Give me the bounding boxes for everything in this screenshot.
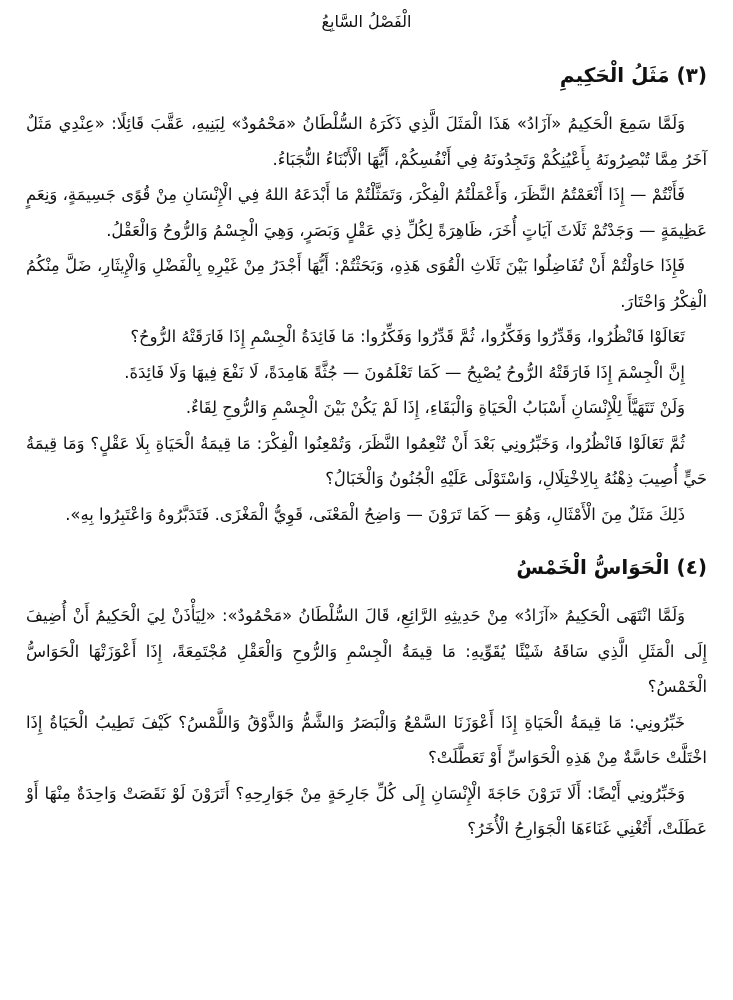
paragraph: فَإِذَا حَاوَلْتُمْ أَنْ تُفَاضِلُوا بَيْنَ ثَلَاثِ الْقُوَى هَذِهِ، وَبَحَثْتُمْ: أَيُّهَا أَجْدَرُ مِنْ غَيْرِهِ بِالْفَضْلِ وَالْإِيثَارِ، ضَلَّ مِنْكُمُ الْفِكْرُ وَاحْتَارَ. [26, 256, 707, 311]
paragraph: وَخَبِّرُونِي أَيْضًا: أَلَا تَرَوْنَ حَاجَةَ الْإِنْسَانِ إِلَى كُلِّ جَارِحَةٍ مِنْ جَوَارِحِهِ؟ أَتَرَوْنَ لَوْ نَقَصَتْ وَاحِدَةٌ مِنْهَا أَوْ عَطَلَتْ، أَتُغْنِي غَنَاءَهَا الْجَوَارِحُ الْأُخَرُ؟ [26, 783, 707, 838]
paragraph: ثُمَّ تَعَالَوْا فَانْظُرُوا، وَخَبِّرُونِي بَعْدَ أَنْ تُنْعِمُوا النَّظَرَ، وَتُمْعِنُوا الْفِكْرَ: مَا قِيمَةُ الْحَيَاةِ بِلَا عَقْلٍ؟ وَمَا قِيمَةُ حَيٍّ أُصِيبَ ذِهْنُهُ بِالِاخْتِلَالِ، وَاسْتَوْلَى عَلَيْهِ الْجُنُونُ وَالْخَبَالُ؟ [26, 433, 707, 488]
paragraph: تَعَالَوْا فَانْظُرُوا، وَقَدِّرُوا وَفَكِّرُوا، ثُمَّ قَدِّرُوا وَفَكِّرُوا: مَا فَائِدَةُ الْجِسْمِ إِذَا فَارَقَتْهُ الرُّوحُ؟ [130, 327, 685, 346]
paragraph: ذَلِكَ مَثَلٌ مِنَ الْأَمْثَالِ، وَهُوَ — كَمَا تَرَوْنَ — وَاضِحُ الْمَعْنَى، قَوِيُّ الْمَغْزَى. فَتَدَبَّرُوهُ وَاعْتَبِرُوا بِهِ». [65, 504, 685, 524]
paragraph: وَلَمَّا انْتَهَى الْحَكِيمُ «آزَادُ» مِنْ حَدِيثِهِ الرَّائِعِ، قَالَ السُّلْطَانُ «مَحْمُودٌ»: «لِيَأْذَنْ لِيَ الْحَكِيمُ أَنْ أُضِيفَ إِلَى الْمَثَلِ الَّذِي سَاقَهُ شَيْئًا يُقَوِّيهِ: مَا قِيمَةُ الْجِسْمِ وَالرُّوحِ وَالْعَقْلِ مُجْتَمِعَةً، إِذَا أَعْوَزَتْهَا الْحَوَاسُّ الْخَمْسُ؟ [26, 606, 707, 696]
section-heading: (٤) الْحَوَاسُّ الْخَمْسُ [516, 555, 707, 579]
paragraph: وَلَمَّا سَمِعَ الْحَكِيمُ «آزَادُ» هَذَا الْمَثَلَ الَّذِي ذَكَرَهُ السُّلْطَانُ «مَحْمُودٌ» لِبَنِيهِ، عَقَّبَ قَائِلًا: «عِنْدِي مَثَلٌ آخَرُ مِمَّا تُبْصِرُونَهُ بِأَعْيُنِكُمْ وَتَجِدُونَهُ فِي أَنْفُسِكُمْ، أَيُّهَا الْأَبْنَاءُ النُّجَبَاءُ. [26, 114, 707, 169]
paragraph: فَأَنْتُمْ — إِذَا أَنْعَمْتُمُ النَّظَرَ، وَأَعْمَلْتُمُ الْفِكْرَ، وَتَمَثَّلْتُمْ مَا أَبْدَعَهُ اللهُ فِي الْإِنْسَانِ مِنْ قُوًى جَسِيمَةٍ، وَنِعَمٍ عَظِيمَةٍ — وَجَدْتُمْ ثَلَاثَ آيَاتٍ أُخَرَ، ظَاهِرَةً لِكُلِّ ذِي عَقْلٍ وَبَصَرٍ، وَهِيَ الْجِسْمُ وَالرُّوحُ وَالْعَقْلُ. [26, 185, 707, 240]
running-head: الْفَصْلُ السَّابِعُ [321, 12, 412, 31]
section-3 [26, 60, 707, 532]
paragraph: إِنَّ الْجِسْمَ إِذَا فَارَقَتْهُ الرُّوحُ يُصْبِحُ — كَمَا تَعْلَمُونَ — جُثَّةً هَامِدَةً، لَا نَفْعَ فِيهَا وَلَا فَائِدَةَ. [124, 362, 685, 382]
section-heading: (٣) مَثَلُ الْحَكِيمِ [559, 63, 707, 87]
paragraph: خَبِّرُونِي: مَا قِيمَةُ الْحَيَاةِ إِذَا أَعْوَزَنَا السَّمْعُ وَالْبَصَرُ وَالشَّمُّ وَالذَّوْقُ وَاللَّمْسُ؟ كَيْفَ تَطِيبُ الْحَيَاةُ إِذَا اخْتَلَّتْ حَاسَّةٌ مِنْ هَذِهِ الْحَوَاسِّ أَوْ تَعَطَّلَتْ؟ [26, 712, 707, 767]
paragraph: وَلَنْ تَتَهَيَّأَ لِلْإِنْسَانِ أَسْبَابُ الْحَيَاةِ وَالْبَقَاءِ، إِذَا لَمْ يَكُنْ بَيْنَ الْجِسْمِ وَالرُّوحِ لِقَاءٌ. [185, 398, 685, 417]
section-4 [26, 552, 707, 847]
